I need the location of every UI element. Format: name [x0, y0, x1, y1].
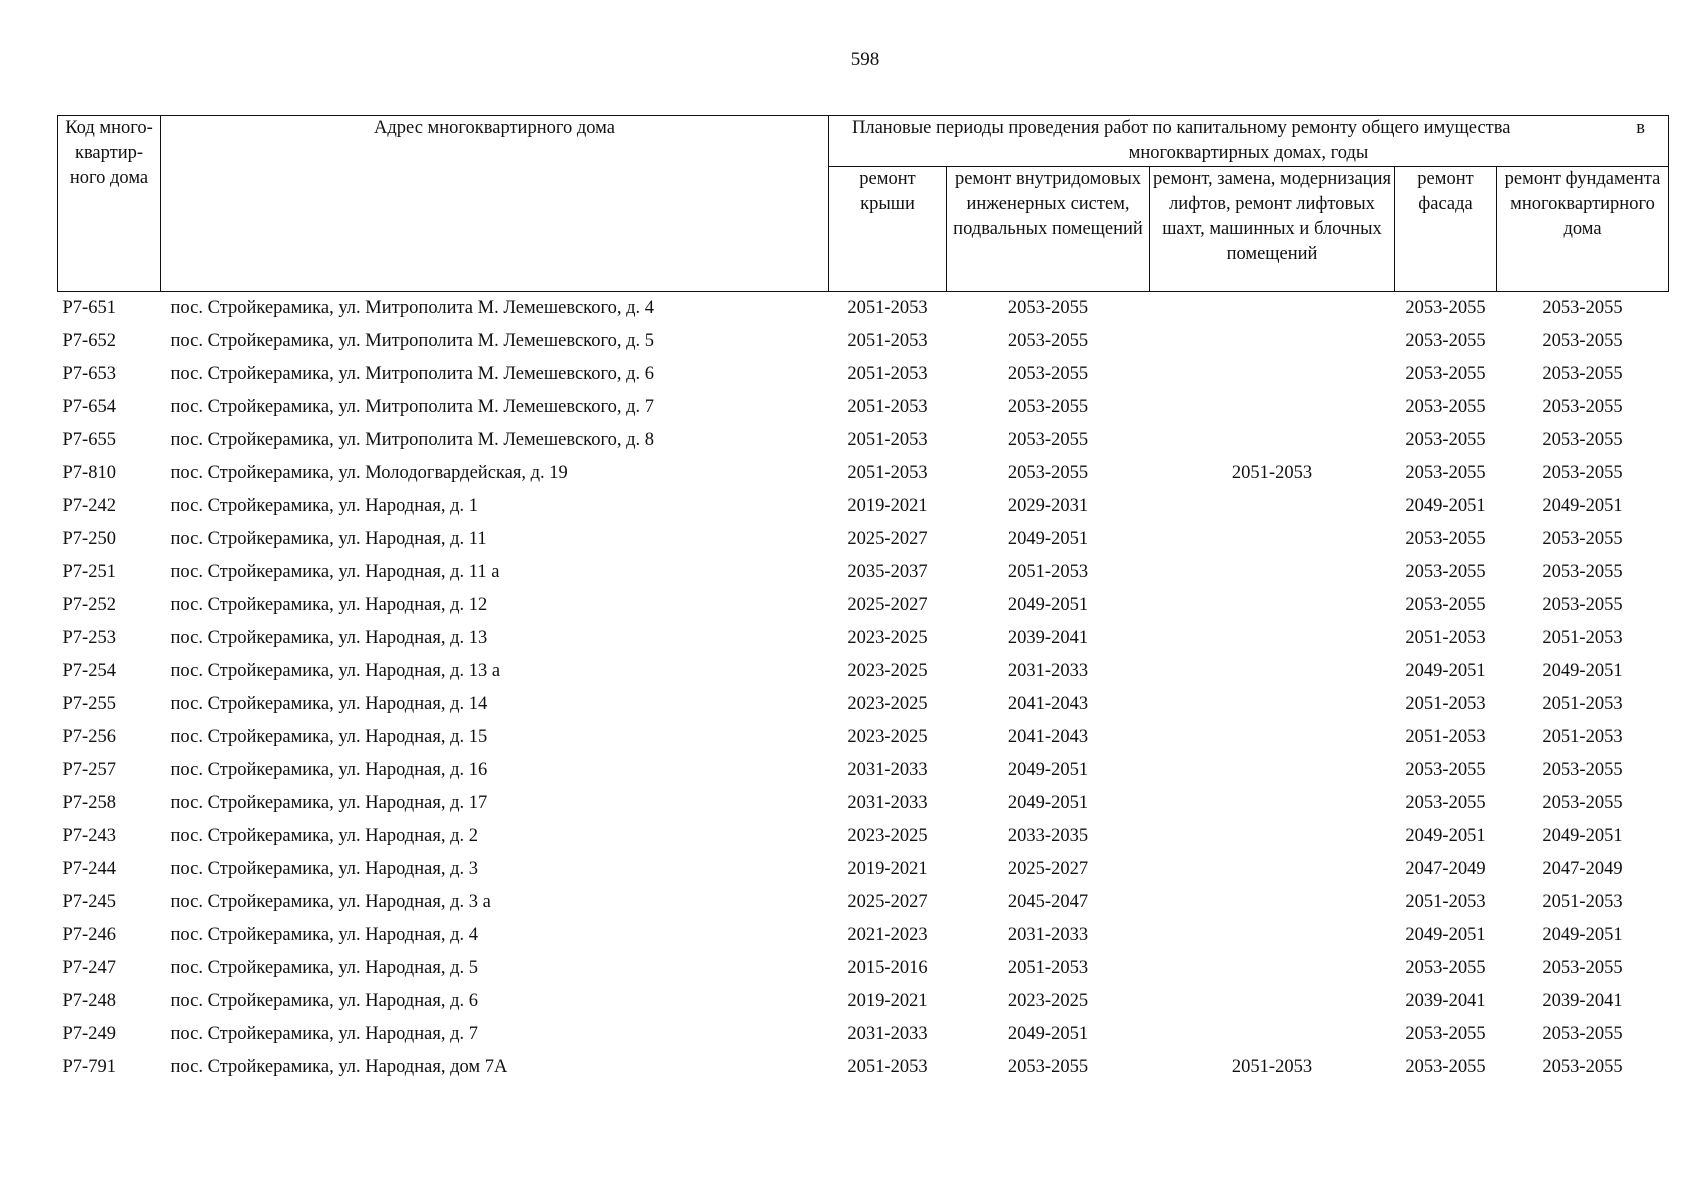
cell-address: пос. Стройкерамика, ул. Народная, д. 5 [170, 958, 479, 978]
cell-facade: 2053-2055 [1405, 331, 1486, 351]
cell-engineering: 2049-2051 [1007, 760, 1089, 780]
cell-roof: 2025-2027 [847, 595, 928, 615]
cell-roof: 2051-2053 [847, 1057, 928, 1077]
cell-engineering: 2053-2055 [1007, 364, 1089, 384]
cell-code: Р7-243 [62, 826, 116, 846]
cell-roof: 2051-2053 [847, 397, 928, 417]
cell-facade: 2053-2055 [1405, 562, 1486, 582]
table-row [58, 721, 1669, 754]
periods-header-tail: в [1636, 118, 1645, 138]
cell-address: пос. Стройкерамика, ул. Народная, д. 11 [170, 529, 487, 549]
cell-roof: 2023-2025 [847, 661, 928, 681]
column-header-foundation: ремонт фундамента многоквартирного дома [1497, 167, 1669, 292]
cell-foundation: 2049-2051 [1542, 661, 1623, 681]
column-header-lifts: ремонт, замена, модернизация лифтов, ремонт лифтовых шахт, машинных и блочных помещений [1150, 167, 1395, 292]
cell-engineering: 2053-2055 [1007, 430, 1089, 450]
cell-engineering: 2025-2027 [1007, 859, 1089, 879]
cell-lifts [1150, 424, 1395, 457]
cell-code: Р7-258 [62, 793, 116, 813]
cell-foundation: 2053-2055 [1542, 793, 1623, 813]
cell-roof: 2023-2025 [847, 727, 928, 747]
periods-header-line1: Плановые периоды проведения работ по капитальному ремонту общего имущества [852, 118, 1511, 138]
table-header [58, 116, 1669, 292]
cell-engineering: 2053-2055 [1007, 331, 1089, 351]
cell-engineering: 2041-2043 [1007, 694, 1089, 714]
column-group-header-periods [829, 116, 1669, 167]
cell-code: Р7-244 [62, 859, 116, 879]
cell-facade: 2053-2055 [1405, 298, 1486, 318]
table-row [58, 820, 1669, 853]
cell-address: пос. Стройкерамика, ул. Народная, д. 6 [170, 991, 479, 1011]
cell-address: пос. Стройкерамика, ул. Народная, д. 11 а [170, 562, 500, 582]
cell-engineering: 2029-2031 [1007, 496, 1089, 516]
table-row [58, 886, 1669, 919]
column-header-facade: ремонт фасада [1395, 167, 1497, 292]
cell-foundation: 2053-2055 [1542, 331, 1623, 351]
cell-foundation: 2049-2051 [1542, 496, 1623, 516]
cell-facade: 2039-2041 [1405, 991, 1486, 1011]
cell-engineering: 2041-2043 [1007, 727, 1089, 747]
cell-lifts [1150, 490, 1395, 523]
cell-address: пос. Стройкерамика, ул. Народная, д. 16 [170, 760, 488, 780]
cell-foundation: 2051-2053 [1542, 892, 1623, 912]
cell-lifts [1150, 556, 1395, 589]
column-header-engineering: ремонт внутридомовых инженерных систем, подвальных помещений [947, 167, 1150, 292]
cell-lifts [1150, 721, 1395, 754]
table-row [58, 655, 1669, 688]
cell-code: Р7-653 [62, 364, 116, 384]
cell-roof: 2019-2021 [847, 496, 928, 516]
cell-facade: 2053-2055 [1405, 595, 1486, 615]
cell-lifts [1150, 952, 1395, 985]
cell-code: Р7-246 [62, 925, 116, 945]
cell-lifts [1150, 688, 1395, 721]
cell-code: Р7-652 [62, 331, 116, 351]
cell-engineering: 2049-2051 [1007, 529, 1089, 549]
cell-lifts [1150, 589, 1395, 622]
cell-address: пос. Стройкерамика, ул. Народная, дом 7А [170, 1057, 508, 1077]
table-row [58, 688, 1669, 721]
cell-lifts [1150, 292, 1395, 326]
cell-foundation: 2049-2051 [1542, 826, 1623, 846]
cell-lifts: 2051-2053 [1231, 1057, 1313, 1077]
cell-facade: 2047-2049 [1405, 859, 1486, 879]
table-row [58, 589, 1669, 622]
cell-address: пос. Стройкерамика, ул. Народная, д. 17 [170, 793, 488, 813]
cell-engineering: 2053-2055 [1007, 463, 1089, 483]
cell-address: пос. Стройкерамика, ул. Народная, д. 14 [170, 694, 488, 714]
cell-engineering: 2049-2051 [1007, 793, 1089, 813]
cell-address: пос. Стройкерамика, ул. Народная, д. 13 а [170, 661, 501, 681]
cell-code: Р7-810 [62, 463, 116, 483]
cell-code: Р7-251 [62, 562, 116, 582]
cell-address: пос. Стройкерамика, ул. Народная, д. 7 [170, 1024, 479, 1044]
cell-address: пос. Стройкерамика, ул. Митрополита М. Лемешевского, д. 5 [170, 331, 655, 351]
cell-code: Р7-254 [62, 661, 116, 681]
cell-facade: 2053-2055 [1405, 1024, 1486, 1044]
page-number: 598 [850, 49, 880, 70]
cell-facade: 2051-2053 [1405, 892, 1486, 912]
cell-facade: 2049-2051 [1405, 496, 1486, 516]
table-row [58, 358, 1669, 391]
cell-code: Р7-256 [62, 727, 116, 747]
cell-roof: 2051-2053 [847, 430, 928, 450]
cell-code: Р7-249 [62, 1024, 116, 1044]
cell-engineering: 2051-2053 [1007, 562, 1089, 582]
cell-foundation: 2053-2055 [1542, 463, 1623, 483]
cell-code: Р7-651 [62, 298, 116, 318]
table-body [58, 292, 1669, 1085]
cell-lifts [1150, 886, 1395, 919]
table-row [58, 523, 1669, 556]
cell-engineering: 2053-2055 [1007, 1057, 1089, 1077]
cell-foundation: 2053-2055 [1542, 562, 1623, 582]
table-row [58, 325, 1669, 358]
cell-engineering: 2031-2033 [1007, 925, 1089, 945]
cell-address: пос. Стройкерамика, ул. Народная, д. 3 а [170, 892, 491, 912]
cell-foundation: 2053-2055 [1542, 298, 1623, 318]
cell-engineering: 2049-2051 [1007, 595, 1089, 615]
cell-roof: 2051-2053 [847, 364, 928, 384]
cell-code: Р7-245 [62, 892, 116, 912]
cell-foundation: 2047-2049 [1542, 859, 1623, 879]
cell-lifts [1150, 358, 1395, 391]
cell-facade: 2053-2055 [1405, 364, 1486, 384]
cell-facade: 2053-2055 [1405, 463, 1486, 483]
cell-facade: 2049-2051 [1405, 925, 1486, 945]
cell-address: пос. Стройкерамика, ул. Народная, д. 1 [170, 496, 479, 516]
cell-roof: 2031-2033 [847, 793, 928, 813]
table-row [58, 919, 1669, 952]
cell-foundation: 2053-2055 [1542, 529, 1623, 549]
cell-lifts [1150, 754, 1395, 787]
cell-address: пос. Стройкерамика, ул. Митрополита М. Лемешевского, д. 4 [170, 298, 655, 318]
cell-code: Р7-655 [62, 430, 116, 450]
cell-foundation: 2053-2055 [1542, 1057, 1623, 1077]
cell-roof: 2019-2021 [847, 991, 928, 1011]
table-row [58, 853, 1669, 886]
cell-facade: 2053-2055 [1405, 958, 1486, 978]
table-row [58, 622, 1669, 655]
cell-code: Р7-791 [62, 1057, 116, 1077]
cell-engineering: 2053-2055 [1007, 298, 1089, 318]
cell-lifts: 2051-2053 [1231, 463, 1313, 483]
column-header-code: Код много-квартир-ного дома [58, 116, 161, 292]
cell-foundation: 2053-2055 [1542, 430, 1623, 450]
periods-header-line2: многоквартирных домах, годы [1128, 143, 1369, 163]
cell-address: пос. Стройкерамика, ул. Народная, д. 15 [170, 727, 488, 747]
cell-roof: 2015-2016 [847, 958, 928, 978]
cell-code: Р7-242 [62, 496, 116, 516]
cell-lifts [1150, 985, 1395, 1018]
cell-lifts [1150, 853, 1395, 886]
cell-address: пос. Стройкерамика, ул. Митрополита М. Лемешевского, д. 7 [170, 397, 655, 417]
cell-facade: 2049-2051 [1405, 661, 1486, 681]
cell-facade: 2053-2055 [1405, 430, 1486, 450]
cell-foundation: 2051-2053 [1542, 727, 1623, 747]
cell-facade: 2051-2053 [1405, 628, 1486, 648]
cell-engineering: 2039-2041 [1007, 628, 1089, 648]
table-row [58, 985, 1669, 1018]
cell-code: Р7-248 [62, 991, 116, 1011]
cell-roof: 2025-2027 [847, 529, 928, 549]
cell-address: пос. Стройкерамика, ул. Митрополита М. Лемешевского, д. 8 [170, 430, 655, 450]
table-row [58, 391, 1669, 424]
cell-foundation: 2053-2055 [1542, 595, 1623, 615]
cell-lifts [1150, 622, 1395, 655]
cell-code: Р7-247 [62, 958, 116, 978]
cell-lifts [1150, 820, 1395, 853]
cell-code: Р7-252 [62, 595, 116, 615]
cell-roof: 2025-2027 [847, 892, 928, 912]
table-row [58, 787, 1669, 820]
cell-lifts [1150, 325, 1395, 358]
cell-engineering: 2045-2047 [1007, 892, 1089, 912]
cell-address: пос. Стройкерамика, ул. Народная, д. 3 [170, 859, 479, 879]
capital-repair-schedule-table [57, 115, 1669, 1084]
cell-lifts [1150, 655, 1395, 688]
cell-code: Р7-255 [62, 694, 116, 714]
cell-engineering: 2051-2053 [1007, 958, 1089, 978]
cell-code: Р7-253 [62, 628, 116, 648]
table-row [58, 556, 1669, 589]
cell-roof: 2019-2021 [847, 859, 928, 879]
table-row [58, 952, 1669, 985]
cell-roof: 2023-2025 [847, 826, 928, 846]
cell-address: пос. Стройкерамика, ул. Народная, д. 12 [170, 595, 488, 615]
cell-foundation: 2053-2055 [1542, 397, 1623, 417]
cell-roof: 2035-2037 [847, 562, 928, 582]
cell-address: пос. Стройкерамика, ул. Народная, д. 13 [170, 628, 488, 648]
table-row [58, 1051, 1669, 1084]
cell-facade: 2053-2055 [1405, 760, 1486, 780]
cell-address: пос. Стройкерамика, ул. Молодогвардейская, д. 19 [170, 463, 568, 483]
cell-lifts [1150, 391, 1395, 424]
cell-code: Р7-250 [62, 529, 116, 549]
table-row [58, 292, 1669, 326]
cell-facade: 2053-2055 [1405, 529, 1486, 549]
cell-foundation: 2053-2055 [1542, 1024, 1623, 1044]
cell-facade: 2053-2055 [1405, 1057, 1486, 1077]
cell-facade: 2051-2053 [1405, 727, 1486, 747]
cell-foundation: 2053-2055 [1542, 364, 1623, 384]
cell-facade: 2053-2055 [1405, 793, 1486, 813]
cell-facade: 2051-2053 [1405, 694, 1486, 714]
cell-roof: 2021-2023 [847, 925, 928, 945]
cell-roof: 2023-2025 [847, 628, 928, 648]
cell-lifts [1150, 523, 1395, 556]
cell-engineering: 2031-2033 [1007, 661, 1089, 681]
cell-code: Р7-654 [62, 397, 116, 417]
cell-foundation: 2051-2053 [1542, 628, 1623, 648]
cell-foundation: 2039-2041 [1542, 991, 1623, 1011]
table-row [58, 1018, 1669, 1051]
cell-foundation: 2053-2055 [1542, 958, 1623, 978]
cell-engineering: 2053-2055 [1007, 397, 1089, 417]
column-header-address: Адрес многоквартирного дома [161, 116, 829, 292]
cell-address: пос. Стройкерамика, ул. Народная, д. 4 [170, 925, 479, 945]
cell-roof: 2051-2053 [847, 331, 928, 351]
cell-roof: 2051-2053 [847, 463, 928, 483]
cell-foundation: 2053-2055 [1542, 760, 1623, 780]
cell-roof: 2051-2053 [847, 298, 928, 318]
cell-foundation: 2051-2053 [1542, 694, 1623, 714]
table-row [58, 490, 1669, 523]
cell-facade: 2049-2051 [1405, 826, 1486, 846]
cell-roof: 2031-2033 [847, 760, 928, 780]
cell-facade: 2053-2055 [1405, 397, 1486, 417]
table-row [58, 457, 1669, 490]
cell-address: пос. Стройкерамика, ул. Митрополита М. Лемешевского, д. 6 [170, 364, 655, 384]
cell-engineering: 2033-2035 [1007, 826, 1089, 846]
cell-lifts [1150, 787, 1395, 820]
cell-lifts [1150, 1018, 1395, 1051]
column-header-roof: ремонт крыши [829, 167, 947, 292]
cell-roof: 2031-2033 [847, 1024, 928, 1044]
cell-address: пос. Стройкерамика, ул. Народная, д. 2 [170, 826, 479, 846]
cell-engineering: 2049-2051 [1007, 1024, 1089, 1044]
cell-lifts [1150, 919, 1395, 952]
cell-code: Р7-257 [62, 760, 116, 780]
cell-engineering: 2023-2025 [1007, 991, 1089, 1011]
cell-roof: 2023-2025 [847, 694, 928, 714]
table-row [58, 424, 1669, 457]
table-row [58, 754, 1669, 787]
cell-foundation: 2049-2051 [1542, 925, 1623, 945]
